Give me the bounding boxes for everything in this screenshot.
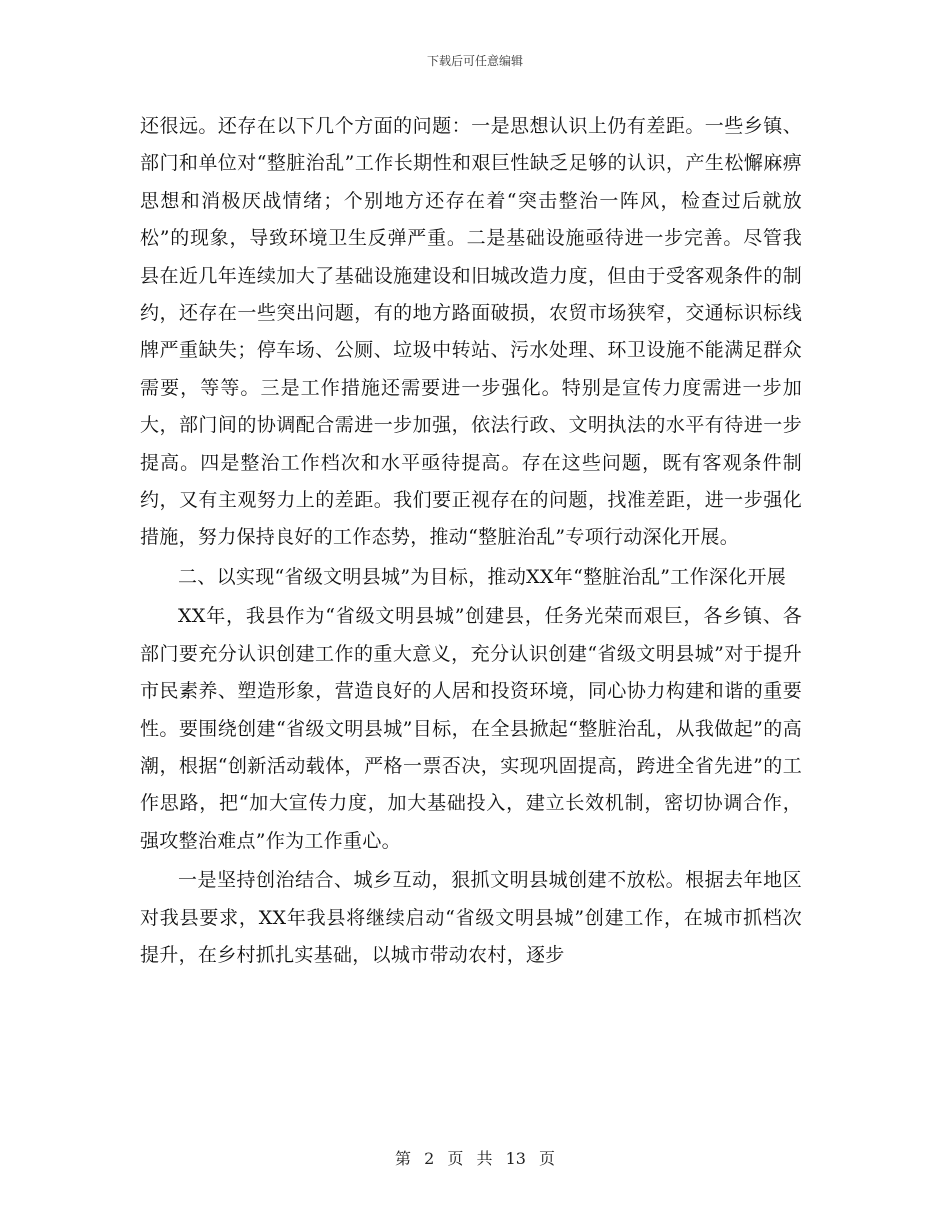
footer-label-di: 第 [394,1149,411,1168]
section-heading-2: 二、以实现“省级文明县城”为目标，推动XX年“整脏治乱”工作深化开展 [178,565,787,588]
footer-label-ye2: 页 [539,1149,556,1168]
footer-label-gong: 共 [476,1149,493,1168]
footer-page-total: 13 [505,1149,526,1168]
document-body [140,108,802,974]
page-footer [0,1146,950,1169]
header-note: 下载后可任意编辑 [426,54,523,68]
footer-label-ye: 页 [447,1149,464,1168]
body-paragraph-3: XX年，我县作为“省级文明县城”创建县，任务光荣而艰巨，各乡镇、各部门要充分认识创建工作的重大意义，充分认识创建“省级文明县城”对于提升市民素养、塑造形象，营造良好的人居和投资环境，同心协力构建和谐的重要性。要围绕创建“省级文明县城”目标，在全县掀起“整脏治乱，从我做起”的高潮，根据“创新活动载体，严格一票否决，实现巩固提高，跨进全省先进”的工作思路，把“加大宣传力度，加大基础投入，建立长效机制，密切协调合作，强攻整治难点”作为工作重心。 [140,605,802,852]
body-paragraph-1: 还很远。还存在以下几个方面的问题：一是思想认识上仍有差距。一些乡镇、部门和单位对“整脏治乱”工作长期性和艰巨性缺乏足够的认识，产生松懈麻痹思想和消极厌战情绪；个别地方还存在着“突击整治一阵风，检查过后就放松”的现象，导致环境卫生反弹严重。二是基础设施亟待进一步完善。尽管我县在近几年连续加大了基础设施建设和旧城改造力度，但由于受客观条件的制约，还存在一些突出问题，有的地方路面破损，农贸市场狭窄，交通标识标线牌严重缺失；停车场、公厕、垃圾中转站、污水处理、环卫设施不能满足群众需要，等等。三是工作措施还需要进一步强化。特别是宣传力度需进一步加大，部门间的协调配合需进一步加强，依法行政、文明执法的水平有待进一步提高。四是整治工作档次和水平亟待提高。存在这些问题，既有客观条件制约，又有主观努力上的差距。我们要正视存在的问题，找准差距，进一步强化措施，努力保持良好的工作态势，推动“整脏治乱”专项行动深化开展。 [140,115,802,549]
body-paragraph-4: 一是坚持创治结合、城乡互动，狠抓文明县城创建不放松。根据去年地区对我县要求，XX年我县将继续启动“省级文明县城”创建工作，在城市抓档次提升，在乡村抓扎实基础，以城市带动农村，逐步 [140,869,802,966]
footer-page-current: 2 [424,1149,435,1168]
